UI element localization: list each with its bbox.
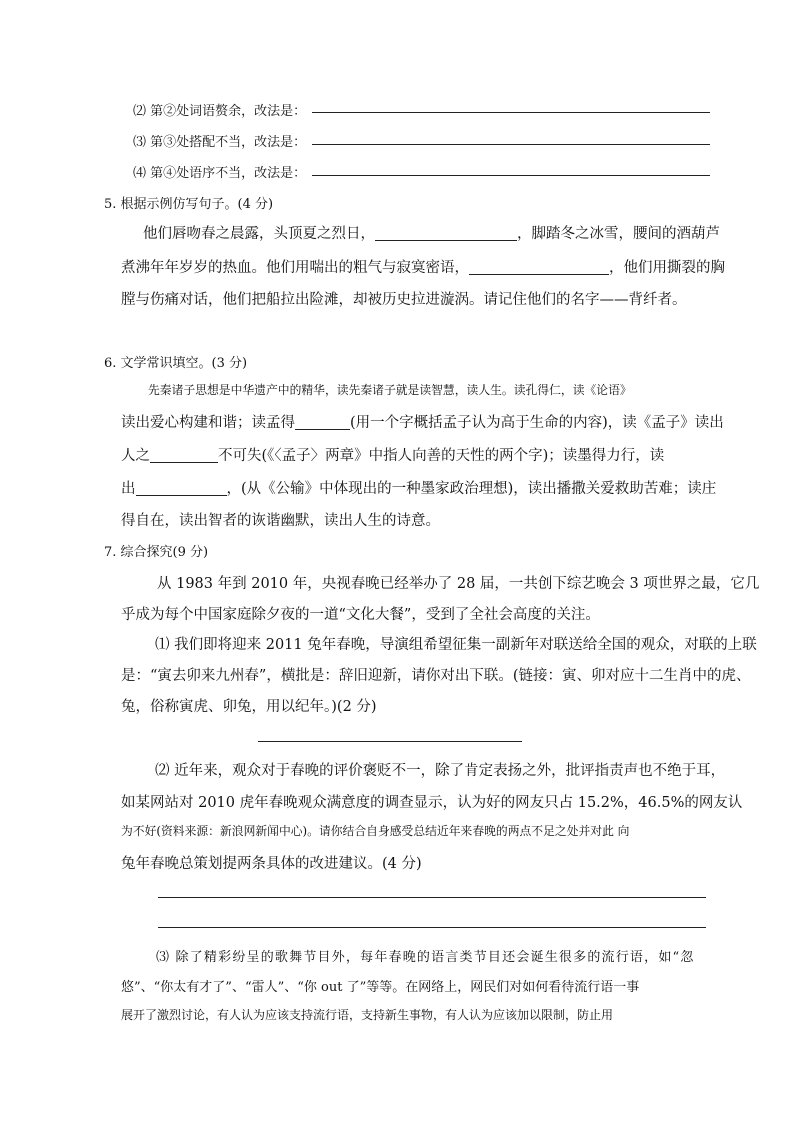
q7-intro-2: 乎成为每个中国家庭除夕夜的一道“文化大餐”，受到了全社会高度的关注。 [121, 607, 600, 623]
q5-blank-1[interactable] [375, 225, 517, 241]
q5-heading: 5. 根据示例仿写句子。(4 分) [104, 197, 274, 212]
q7-heading: 7. 综合探究(9 分) [104, 545, 209, 560]
q5-line-3: 膛与伤痛对话，他们把船拉出险滩，却被历史拉进漩涡。请记住他们的名字——背纤者。 [121, 292, 687, 308]
q6-heading: 6. 文学常识填空。(3 分) [104, 356, 248, 371]
q6-line-4: 出 ，(从《公输》中体现出的一种墨家政治理想)，读出播撒关爱救助苦难；读庄 [121, 481, 717, 497]
q7-intro-1: 从 1983 年到 2010 年，央视春晚已经举办了 28 届，一共创下综艺晚会 3 项世界之最，它几 [157, 576, 760, 592]
q6-line-2: 读出爱心构建和谐；读孟得 (用一个字概括孟子认为高于生命的内容)，读《孟子》读出 [121, 415, 724, 431]
q7-suggestion-answer-line-2[interactable] [158, 927, 706, 928]
q4-item-3: ⑶ 第③处搭配不当，改法是： [133, 135, 307, 150]
q6-line-5: 得自在，读出智者的诙谐幽默，读出人生的诗意。 [121, 513, 440, 529]
q5-line-1: 他们唇吻春之晨露，头顶夏之烈日， ，脚踏冬之冰雪，腰间的酒葫芦 [143, 226, 720, 242]
q7-p1-line-1: ⑴ 我们即将迎来 2011 兔年春晚，导演组希望征集一副新年对联送给全国的观众，对联的上联 [155, 637, 757, 653]
q7-p2-line-2: 如某网站对 2010 虎年春晚观众满意度的调查显示，认为好的网友只占 15.2%，46.5%的网友认 [121, 795, 743, 811]
q7-p1-line-2: 是：“寅去卯来九州春”，横批是：辞旧迎新，请你对出下联。(链接：寅、卯对应十二生肖中的虎、 [121, 668, 751, 684]
q7-couplet-answer-line[interactable] [258, 741, 522, 742]
q7-p2-line-4: 兔年春晚总策划提两条具体的改进建议。(4 分) [121, 856, 422, 872]
q6-blank-3[interactable] [136, 480, 227, 496]
q6-blank-2[interactable] [150, 447, 218, 463]
q5-blank-2[interactable] [469, 259, 609, 275]
q7-p2-line-3: 为不好(资料来源：新浪网新闻中心)。请你结合自身感受总结近年来春晚的两点不足之处并对此 向 [121, 824, 630, 838]
q4-item-2: ⑵ 第②处词语赘余，改法是： [133, 104, 307, 119]
q7-p3-line-2: 悠”、“你太有才了”、“雷人”、“你 out 了”等等。在网络上，网民们对如何看待流行语一事 [121, 980, 640, 995]
q4-item-4-answer-line[interactable] [312, 175, 710, 176]
q7-p2-line-1: ⑵ 近年来，观众对于春晚的评价褒贬不一，除了肯定表扬之外，批评指责声也不绝于耳， [155, 763, 726, 779]
q6-line-1: 先秦诸子思想是中华遗产中的精华，读先秦诸子就是读智慧，读人生。读孔得仁，读《论语》 [148, 383, 632, 397]
q7-suggestion-answer-line-1[interactable] [158, 897, 706, 898]
q6-blank-1[interactable] [295, 414, 350, 430]
q4-item-3-answer-line[interactable] [312, 144, 710, 145]
q7-p3-line-3: 展开了激烈讨论，有人认为应该支持流行语，支持新生事物，有人认为应该加以限制，防止用 [121, 1008, 614, 1022]
q6-line-3: 人之 不可失(《〈孟子〉两章》中指人向善的天性的两个字)；读墨得力行，读 [121, 448, 665, 464]
q7-p3-line-1: ⑶ 除了精彩纷呈的歌舞节目外，每年春晚的语言类节目还会诞生很多的流行语，如“忽 [156, 950, 695, 965]
q7-p1-line-3: 兔，俗称寅虎、卯兔，用以纪年。)(2 分) [121, 699, 377, 715]
q5-line-2: 煮沸年年岁岁的热血。他们用喘出的粗气与寂寞密语， ，他们用撕裂的胸 [121, 260, 725, 276]
q4-item-2-answer-line[interactable] [312, 112, 710, 113]
q4-item-4: ⑷ 第④处语序不当，改法是： [133, 166, 307, 181]
